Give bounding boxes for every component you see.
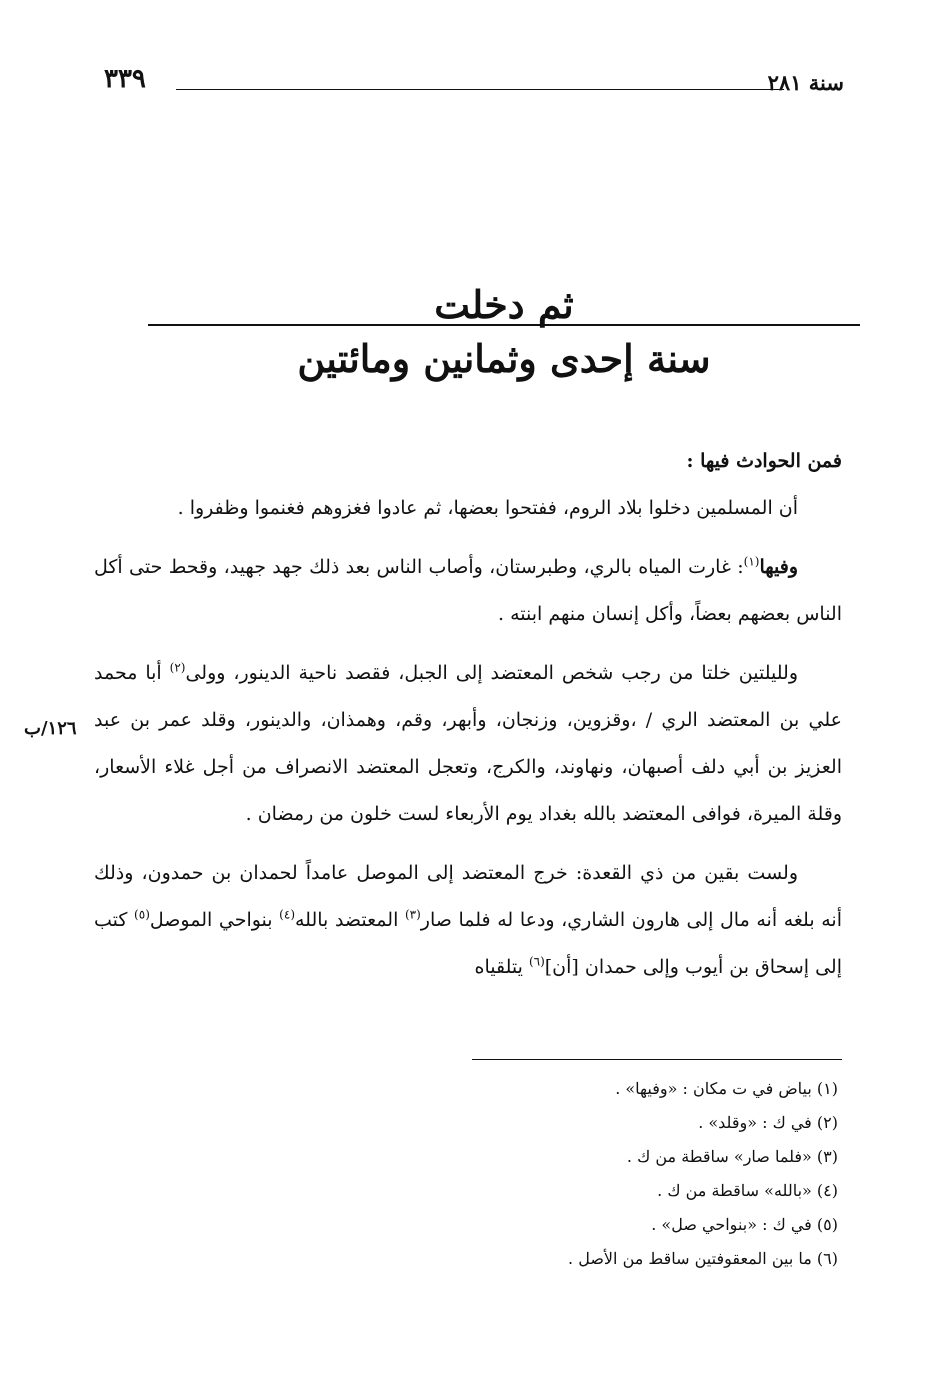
paragraph-2-keyword: وفيها xyxy=(759,556,798,578)
paragraph-3 xyxy=(94,650,842,838)
paragraph-4-text-e: يتلقياه xyxy=(474,956,523,978)
paragraph-3-text-a: ولليلتين خلتا من رجب شخص المعتضد إلى الجبل، فقصد ناحية الدينور، وولى xyxy=(185,662,799,684)
page-number: ٣٣٩ xyxy=(104,64,146,94)
footnote-2: (٢) في ك : «وقلد» . xyxy=(698,1113,838,1132)
paragraph-1: أن المسلمين دخلوا بلاد الروم، ففتحوا بعضها، ثم عادوا فغزوهم فغنموا وظفروا . xyxy=(177,497,798,519)
footnote-1: (١) بياض في ت مكان : «وفيها» . xyxy=(615,1079,838,1098)
paragraph-4-text-a: ولست بقين من ذي القعدة: خرج المعتضد إلى الموصل عامداً لحمدان بن حمدون، وذلك أنه بلغه أنه مال إلى هارون الشاري، ودعا له فلما صار xyxy=(94,862,842,931)
footnote-ref-3: (٣) xyxy=(404,907,421,922)
paragraph-4 xyxy=(94,850,842,991)
title-divider xyxy=(148,324,860,326)
footnote-3: (٣) «فلما صار» ساقطة من ك . xyxy=(626,1147,838,1166)
header-rule xyxy=(176,89,784,90)
running-header-year: سنة ٢٨١ xyxy=(767,70,844,95)
footnote-ref-6: (٦) xyxy=(528,954,545,969)
footnote-4: (٤) «بالله» ساقطة من ك . xyxy=(657,1181,838,1200)
footnote-rule xyxy=(472,1059,842,1060)
paragraph-2-text: : غارت المياه بالري، وطبرستان، وأصاب الناس بعد ذلك جهد جهيد، وقحط حتى أكل الناس بعضهم بعضاً، وأكل إنسان منهم ابنته . xyxy=(94,556,842,625)
footnote-ref-1: (١) xyxy=(743,554,760,569)
paragraph-3-text-b: أبا محمد علي بن المعتضد الري / ،وقزوين، وزنجان، وأبهر، وقم، وهمذان، والدينور، وقلد عمر بن عبد العزيز بن أبي دلف أصبهان، ونهاوند، والكرج، وتعجل المعتضد الانصراف من أجل غلاء الأسعار، وقلة الميرة، فوافى المعتضد بالله بغداد يوم الأربعاء لست خلون من رمضان . xyxy=(94,662,842,825)
footnote-6: (٦) ما بين المعقوفتين ساقط من الأصل . xyxy=(568,1249,838,1268)
footnote-ref-4: (٤) xyxy=(279,907,295,922)
manuscript-folio-note: ١٢٦/ب xyxy=(24,718,77,739)
chapter-title-line1: ثم دخلت xyxy=(434,282,574,327)
body-text xyxy=(94,438,842,991)
footnote-ref-5: (٥) xyxy=(134,907,150,922)
footnotes xyxy=(238,1072,838,1276)
footnote-ref-2: (٢) xyxy=(169,660,186,675)
chapter-title-line2: سنة إحدى وثمانين ومائتين xyxy=(297,336,711,381)
paragraph-2 xyxy=(94,544,842,638)
paragraph-4-text-c: بنواحي الموصل xyxy=(149,909,273,931)
paragraph-4-text-b: المعتضد بالله xyxy=(295,909,399,931)
section-lead: فمن الحوادث فيها : xyxy=(686,450,842,472)
footnote-5: (٥) في ك : «بنواحي صل» . xyxy=(651,1215,838,1234)
paragraph-4-text-d: كتب إلى إسحاق بن أيوب وإلى حمدان [أن] xyxy=(94,909,842,978)
